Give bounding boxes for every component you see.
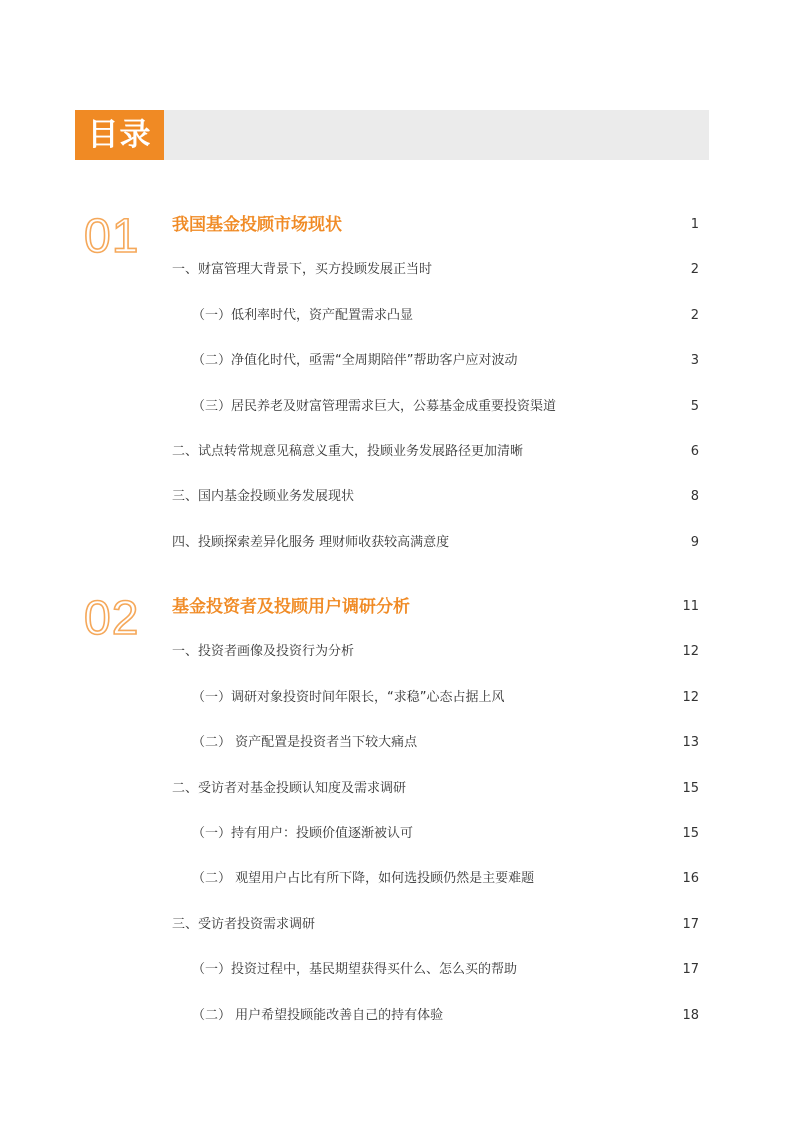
toc-entry-title: 三、受访者投资需求调研	[172, 916, 316, 932]
toc-entry-title: （一）调研对象投资时间年限长，“求稳”心态占据上风	[192, 689, 505, 705]
toc-entry-title: 一、财富管理大背景下，买方投顾发展正当时	[172, 262, 433, 278]
toc-entry[interactable]	[0, 304, 793, 328]
toc-entry-title: （二） 用户希望投顾能改善自己的持有体验	[192, 1007, 444, 1023]
toc-entry[interactable]	[0, 913, 793, 937]
toc-chapter-entry[interactable]	[0, 595, 793, 619]
toc-entry-title: （二） 观望用户占比有所下降，如何选投顾仍然是主要难题	[192, 871, 535, 887]
toc-entry[interactable]	[0, 686, 793, 710]
toc-entry[interactable]	[0, 958, 793, 982]
toc-entry[interactable]	[0, 1004, 793, 1028]
toc-page-number: 17	[682, 962, 699, 978]
toc-entry[interactable]	[0, 440, 793, 464]
section-number: 02	[84, 592, 140, 645]
toc-page-number: 18	[682, 1007, 699, 1023]
toc-entry-title: 二、受访者对基金投顾认知度及需求调研	[172, 780, 407, 796]
toc-entry[interactable]	[0, 640, 793, 664]
toc-entry-title: 我国基金投顾市场现状	[172, 215, 342, 235]
toc-entry[interactable]	[0, 485, 793, 509]
toc-page-number: 11	[682, 599, 699, 614]
toc-entry-title: （一）投资过程中，基民期望获得买什么、怎么买的帮助	[192, 962, 518, 978]
toc-page-number: 13	[682, 735, 699, 751]
toc-page-number: 1	[690, 217, 699, 232]
toc-entry-title: （一）持有用户：投顾价值逐渐被认可	[192, 826, 414, 841]
toc-entry-title: 一、投资者画像及投资行为分析	[172, 644, 355, 660]
toc-page-number: 6	[690, 444, 699, 459]
toc-entry-title: 二、试点转常规意见稿意义重大，投顾业务发展路径更加清晰	[172, 444, 524, 459]
toc-entry-title: （三）居民养老及财富管理需求巨大，公募基金成重要投资渠道	[192, 398, 557, 414]
section-number: 01	[84, 210, 140, 263]
toc-page-number: 16	[682, 871, 699, 887]
page-title: 目录	[87, 117, 152, 153]
toc-chapter-entry[interactable]	[0, 213, 793, 237]
toc-entry-title: 四、投顾探索差异化服务 理财师收获较高满意度	[172, 534, 450, 550]
toc-page-number: 17	[682, 916, 699, 932]
toc-page-number: 15	[682, 826, 699, 841]
toc-entry-title: 基金投资者及投顾用户调研分析	[172, 597, 410, 617]
toc-entry-title: （二） 资产配置是投资者当下较大痛点	[192, 735, 418, 751]
toc-entry[interactable]	[0, 822, 793, 846]
toc-page-number: 2	[690, 307, 699, 323]
toc-entry[interactable]	[0, 867, 793, 891]
toc-page-number: 15	[682, 780, 699, 796]
toc-page-number: 8	[690, 489, 699, 505]
toc-page-number: 12	[682, 644, 699, 660]
toc-page-number: 5	[690, 398, 699, 414]
toc-entry[interactable]	[0, 258, 793, 282]
toc-page-number: 12	[682, 689, 699, 705]
toc-entry[interactable]	[0, 777, 793, 801]
toc-page-number: 2	[690, 262, 699, 278]
header-bar	[75, 110, 709, 160]
toc-entry[interactable]	[0, 731, 793, 755]
toc-entry-title: 三、国内基金投顾业务发展现状	[172, 489, 355, 505]
toc-entry[interactable]	[0, 395, 793, 419]
toc-page-number: 9	[690, 534, 699, 550]
toc-page-number: 3	[690, 353, 699, 369]
toc-entry[interactable]	[0, 531, 793, 555]
toc-entry-title: （二）净值化时代，亟需“全周期陪伴”帮助客户应对波动	[192, 353, 518, 369]
toc-entry[interactable]	[0, 349, 793, 373]
toc-entry-title: （一）低利率时代，资产配置需求凸显	[192, 307, 414, 323]
